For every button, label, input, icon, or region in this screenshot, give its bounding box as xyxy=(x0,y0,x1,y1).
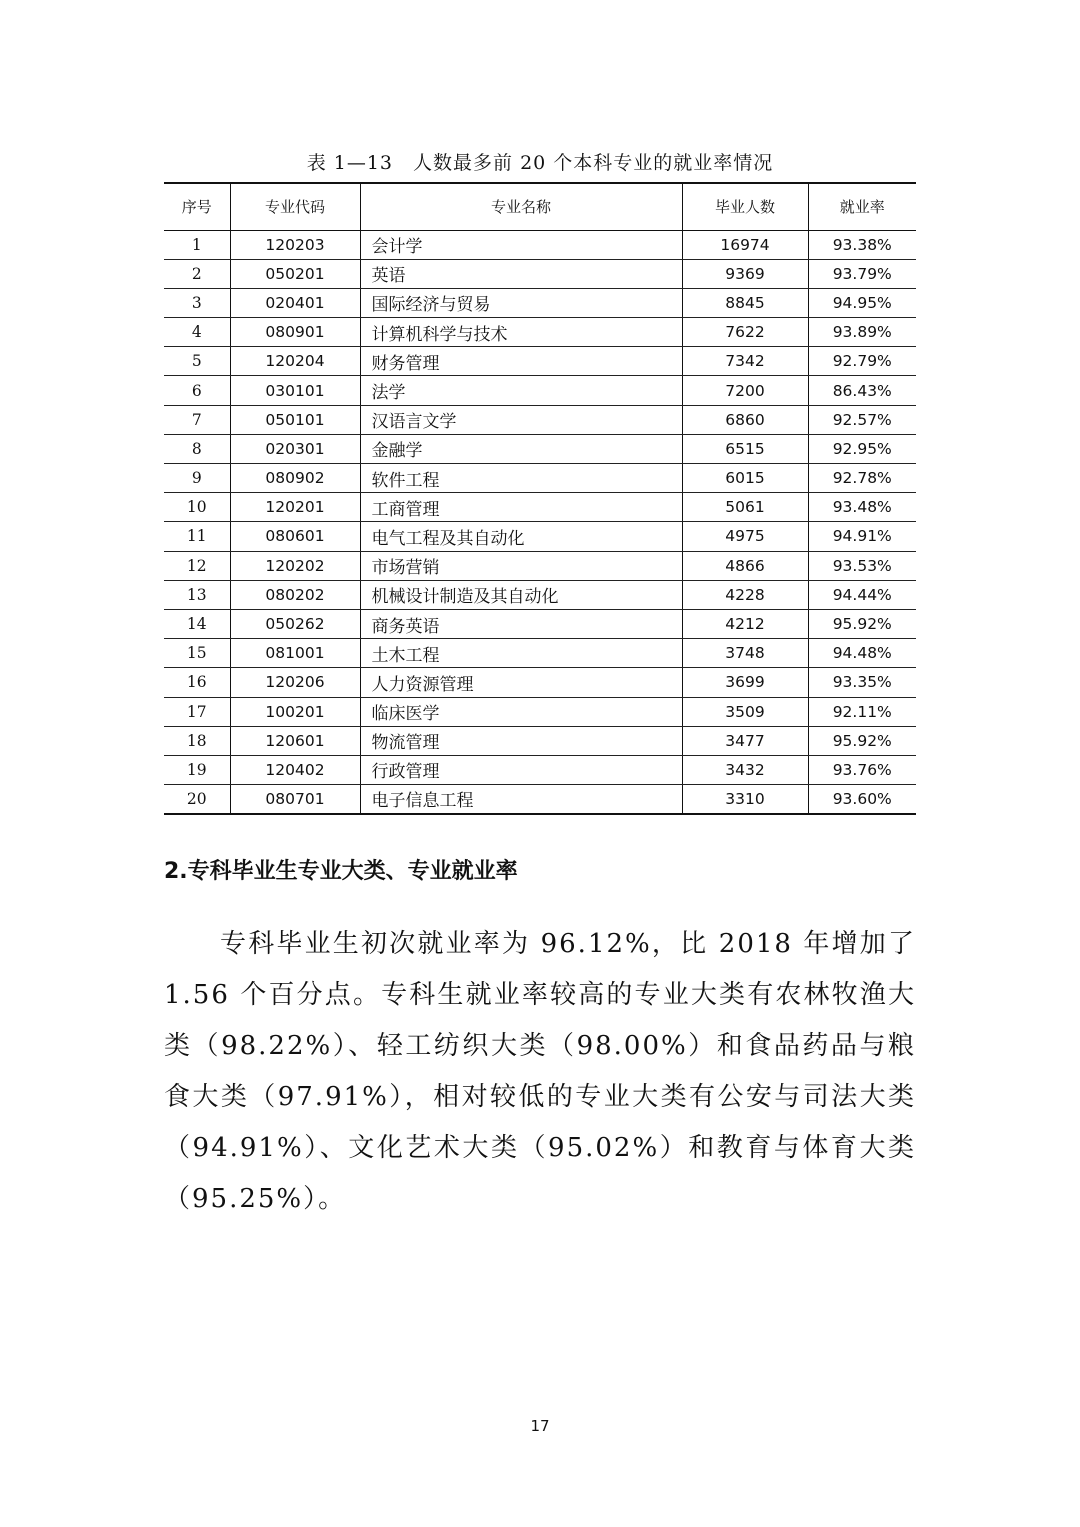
major-name-cell: 临床医学 xyxy=(360,697,682,726)
major-name-cell: 人力资源管理 xyxy=(360,668,682,697)
employment-rate-cell: 92.95% xyxy=(808,434,916,463)
table-row xyxy=(164,493,916,522)
graduate-count-cell: 3310 xyxy=(682,785,808,814)
table-row xyxy=(164,580,916,609)
major-employment-table xyxy=(164,182,916,815)
row-index-cell: 16 xyxy=(164,668,230,697)
major-name-cell: 工商管理 xyxy=(360,493,682,522)
major-code-cell: 120206 xyxy=(230,668,360,697)
major-name-cell: 英语 xyxy=(360,259,682,288)
table-row xyxy=(164,668,916,697)
graduate-count-cell: 6515 xyxy=(682,434,808,463)
table-row xyxy=(164,785,916,814)
graduate-count-cell: 7622 xyxy=(682,318,808,347)
row-index-cell: 8 xyxy=(164,434,230,463)
major-code-cell: 120201 xyxy=(230,493,360,522)
table-row xyxy=(164,230,916,259)
major-code-cell: 120601 xyxy=(230,726,360,755)
table-row xyxy=(164,522,916,551)
major-name-cell: 商务英语 xyxy=(360,609,682,638)
table-row xyxy=(164,434,916,463)
major-name-cell: 土木工程 xyxy=(360,639,682,668)
major-name-cell: 金融学 xyxy=(360,434,682,463)
table-row xyxy=(164,697,916,726)
major-name-cell: 财务管理 xyxy=(360,347,682,376)
major-name-cell: 会计学 xyxy=(360,230,682,259)
table-row xyxy=(164,405,916,434)
major-code-cell: 050101 xyxy=(230,405,360,434)
major-name-cell: 计算机科学与技术 xyxy=(360,318,682,347)
row-index-cell: 17 xyxy=(164,697,230,726)
row-index-cell: 1 xyxy=(164,230,230,259)
employment-rate-cell: 93.38% xyxy=(808,230,916,259)
table-row xyxy=(164,726,916,755)
table-row xyxy=(164,347,916,376)
employment-rate-cell: 92.79% xyxy=(808,347,916,376)
table-row xyxy=(164,318,916,347)
row-index-cell: 20 xyxy=(164,785,230,814)
row-index-cell: 14 xyxy=(164,609,230,638)
row-index-cell: 15 xyxy=(164,639,230,668)
employment-rate-cell: 92.57% xyxy=(808,405,916,434)
major-name-cell: 市场营销 xyxy=(360,551,682,580)
employment-rate-cell: 93.79% xyxy=(808,259,916,288)
major-code-cell: 080202 xyxy=(230,580,360,609)
major-code-cell: 081001 xyxy=(230,639,360,668)
graduate-count-cell: 5061 xyxy=(682,493,808,522)
major-code-cell: 080901 xyxy=(230,318,360,347)
major-name-cell: 软件工程 xyxy=(360,464,682,493)
page-number: 17 xyxy=(530,1417,550,1435)
column-header-employment-rate: 就业率 xyxy=(808,183,916,230)
table-row xyxy=(164,259,916,288)
section-heading: 2.专科毕业生专业大类、专业就业率 xyxy=(164,859,518,884)
major-code-cell: 120204 xyxy=(230,347,360,376)
employment-rate-cell: 92.11% xyxy=(808,697,916,726)
table-row xyxy=(164,639,916,668)
row-index-cell: 9 xyxy=(164,464,230,493)
major-code-cell: 020301 xyxy=(230,434,360,463)
graduate-count-cell: 7200 xyxy=(682,376,808,405)
major-name-cell: 汉语言文学 xyxy=(360,405,682,434)
major-name-cell: 行政管理 xyxy=(360,755,682,784)
table-row xyxy=(164,755,916,784)
row-index-cell: 2 xyxy=(164,259,230,288)
employment-rate-cell: 94.48% xyxy=(808,639,916,668)
graduate-count-cell: 3432 xyxy=(682,755,808,784)
graduate-count-cell: 3699 xyxy=(682,668,808,697)
row-index-cell: 3 xyxy=(164,288,230,317)
row-index-cell: 13 xyxy=(164,580,230,609)
employment-rate-cell: 94.95% xyxy=(808,288,916,317)
graduate-count-cell: 16974 xyxy=(682,230,808,259)
table-row xyxy=(164,609,916,638)
major-name-cell: 电子信息工程 xyxy=(360,785,682,814)
graduate-count-cell: 4212 xyxy=(682,609,808,638)
major-name-cell: 物流管理 xyxy=(360,726,682,755)
graduate-count-cell: 9369 xyxy=(682,259,808,288)
employment-rate-cell: 95.92% xyxy=(808,726,916,755)
employment-rate-cell: 93.35% xyxy=(808,668,916,697)
major-name-cell: 法学 xyxy=(360,376,682,405)
graduate-count-cell: 3509 xyxy=(682,697,808,726)
body-paragraph: 专科毕业生初次就业率为 96.12%，比 2018 年增加了 1.56 个百分点。专科生就业率较高的专业大类有农林牧渔大类（98.22%）、轻工纺织大类（98.00%）和食品药品与粮食大类（97.91%），相对较低的专业大类有公安与司法大类（94.91%）、文化艺术大类（95.02%）和教育与体育大类（95.25%）。 xyxy=(164,929,916,1214)
graduate-count-cell: 3748 xyxy=(682,639,808,668)
column-header-graduates: 毕业人数 xyxy=(682,183,808,230)
row-index-cell: 4 xyxy=(164,318,230,347)
row-index-cell: 18 xyxy=(164,726,230,755)
graduate-count-cell: 3477 xyxy=(682,726,808,755)
employment-rate-cell: 94.44% xyxy=(808,580,916,609)
employment-rate-cell: 93.60% xyxy=(808,785,916,814)
graduate-count-cell: 4975 xyxy=(682,522,808,551)
employment-rate-cell: 94.91% xyxy=(808,522,916,551)
major-name-cell: 机械设计制造及其自动化 xyxy=(360,580,682,609)
major-name-cell: 电气工程及其自动化 xyxy=(360,522,682,551)
table-row xyxy=(164,551,916,580)
graduate-count-cell: 4866 xyxy=(682,551,808,580)
row-index-cell: 11 xyxy=(164,522,230,551)
row-index-cell: 5 xyxy=(164,347,230,376)
major-code-cell: 080701 xyxy=(230,785,360,814)
graduate-count-cell: 7342 xyxy=(682,347,808,376)
row-index-cell: 6 xyxy=(164,376,230,405)
row-index-cell: 7 xyxy=(164,405,230,434)
major-code-cell: 100201 xyxy=(230,697,360,726)
graduate-count-cell: 6860 xyxy=(682,405,808,434)
employment-rate-cell: 93.76% xyxy=(808,755,916,784)
employment-rate-cell: 95.92% xyxy=(808,609,916,638)
column-header-major-name: 专业名称 xyxy=(360,183,682,230)
table-row xyxy=(164,464,916,493)
row-index-cell: 12 xyxy=(164,551,230,580)
table-row xyxy=(164,376,916,405)
row-index-cell: 19 xyxy=(164,755,230,784)
employment-rate-cell: 86.43% xyxy=(808,376,916,405)
major-code-cell: 080601 xyxy=(230,522,360,551)
column-header-code: 专业代码 xyxy=(230,183,360,230)
graduate-count-cell: 6015 xyxy=(682,464,808,493)
major-code-cell: 020401 xyxy=(230,288,360,317)
table-body xyxy=(164,230,916,814)
table-row xyxy=(164,288,916,317)
major-name-cell: 国际经济与贸易 xyxy=(360,288,682,317)
major-code-cell: 120203 xyxy=(230,230,360,259)
major-code-cell: 030101 xyxy=(230,376,360,405)
major-code-cell: 050201 xyxy=(230,259,360,288)
graduate-count-cell: 8845 xyxy=(682,288,808,317)
table-caption: 表 1—13 人数最多前 20 个本科专业的就业率情况 xyxy=(306,152,774,174)
row-index-cell: 10 xyxy=(164,493,230,522)
major-code-cell: 080902 xyxy=(230,464,360,493)
employment-rate-cell: 93.48% xyxy=(808,493,916,522)
employment-rate-cell: 93.89% xyxy=(808,318,916,347)
column-header-index: 序号 xyxy=(164,183,230,230)
employment-rate-cell: 93.53% xyxy=(808,551,916,580)
employment-rate-cell: 92.78% xyxy=(808,464,916,493)
graduate-count-cell: 4228 xyxy=(682,580,808,609)
table-header-row xyxy=(164,183,916,230)
major-code-cell: 120202 xyxy=(230,551,360,580)
major-code-cell: 050262 xyxy=(230,609,360,638)
major-code-cell: 120402 xyxy=(230,755,360,784)
